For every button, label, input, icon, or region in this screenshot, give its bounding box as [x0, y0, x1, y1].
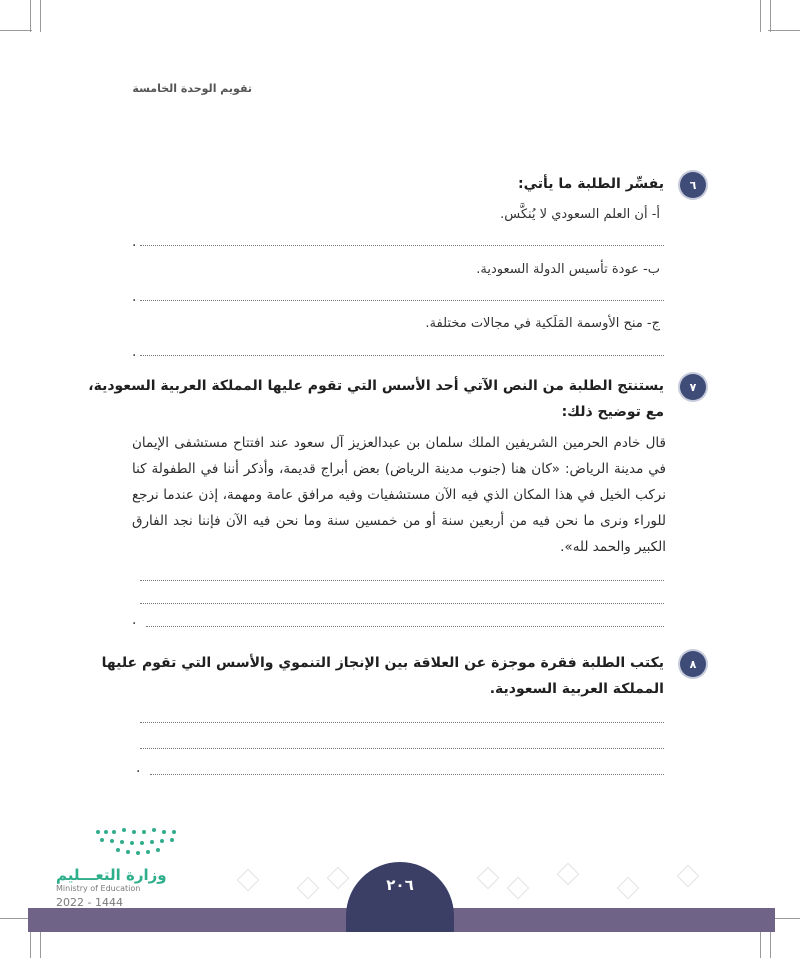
answer-line[interactable] — [150, 774, 664, 775]
line-end-dot: . — [136, 760, 141, 776]
answer-line[interactable] — [140, 722, 664, 723]
page-number-tab — [346, 862, 454, 932]
edition-year: 2022 - 1444 — [56, 896, 123, 909]
line-end-dot: . — [132, 289, 137, 305]
decorative-pattern — [557, 863, 580, 886]
decorative-pattern — [617, 877, 640, 900]
question-8-title-cont: المملكة العربية السعودية. — [489, 681, 664, 697]
decorative-pattern — [507, 877, 530, 900]
crop-mark — [770, 0, 771, 32]
answer-line[interactable] — [140, 355, 664, 356]
line-end-dot: . — [132, 612, 137, 628]
question-number-badge: ٧ — [680, 374, 706, 400]
question-7-title-cont: مع توضيح ذلك: — [561, 404, 664, 420]
answer-line[interactable] — [140, 603, 664, 604]
answer-line[interactable] — [146, 626, 664, 627]
ministry-name-english: Ministry of Education — [56, 884, 141, 893]
ministry-name-arabic: وزارة التعـــليم — [56, 866, 167, 884]
q6-item-b: ب- عودة تأسيس الدولة السعودية. — [476, 262, 660, 277]
answer-line[interactable] — [140, 580, 664, 581]
question-7-title: يستنتج الطلبة من النص الآتي أحد الأسس التي تقوم عليها المملكة العربية السعودية، — [88, 378, 664, 394]
crop-mark — [768, 30, 800, 31]
answer-line[interactable] — [140, 245, 664, 246]
quote-passage: قال خادم الحرمين الشريفين الملك سلمان بن عبدالعزيز آل سعود عند افتتاح مستشفى الإيمان في مدينة الرياض: «كان هنا (جنوب مدينة الرياض) بعض أبراج قديمة، وأذكر أننا في الطفولة كنا نركب الخيل في هذا المكان الذي فيه الآن مستشفيات وفيه مرافق عامة ومهمة، إذن عندما نرجع للوراء ونرى ما نحن فيه من أربعين سنة أو من خمسين سنة وما نحن فيه الآن فإننا نجد الفارق الكبير والحمد لله». — [132, 435, 666, 555]
question-8-title: يكتب الطلبة فقرة موجزة عن العلاقة بين الإنجاز التنموي والأسس التي تقوم عليها — [101, 655, 664, 671]
answer-line[interactable] — [140, 748, 664, 749]
page-number: ٢٠٦ — [386, 876, 414, 894]
crop-mark — [40, 0, 41, 32]
q6-item-c: ج- منح الأوسمة المَلَكية في مجالات مختلفة. — [425, 316, 660, 331]
line-end-dot: . — [132, 344, 137, 360]
question-number-badge: ٨ — [680, 651, 706, 677]
crop-mark — [760, 0, 761, 32]
question-6-title: يفسِّر الطلبة ما يأتي: — [518, 176, 664, 192]
decorative-pattern — [477, 867, 500, 890]
decorative-pattern — [677, 865, 700, 888]
line-end-dot: . — [132, 234, 137, 250]
crop-mark — [30, 0, 31, 32]
q6-item-a: أ- أن العلم السعودي لا يُنكَّس. — [500, 207, 660, 222]
decorative-pattern — [297, 877, 320, 900]
answer-line[interactable] — [140, 300, 664, 301]
decorative-pattern — [237, 869, 260, 892]
unit-review-header: تقويم الوحدة الخامسة — [132, 82, 252, 95]
question-number-badge: ٦ — [680, 172, 706, 198]
crop-mark — [0, 30, 32, 31]
